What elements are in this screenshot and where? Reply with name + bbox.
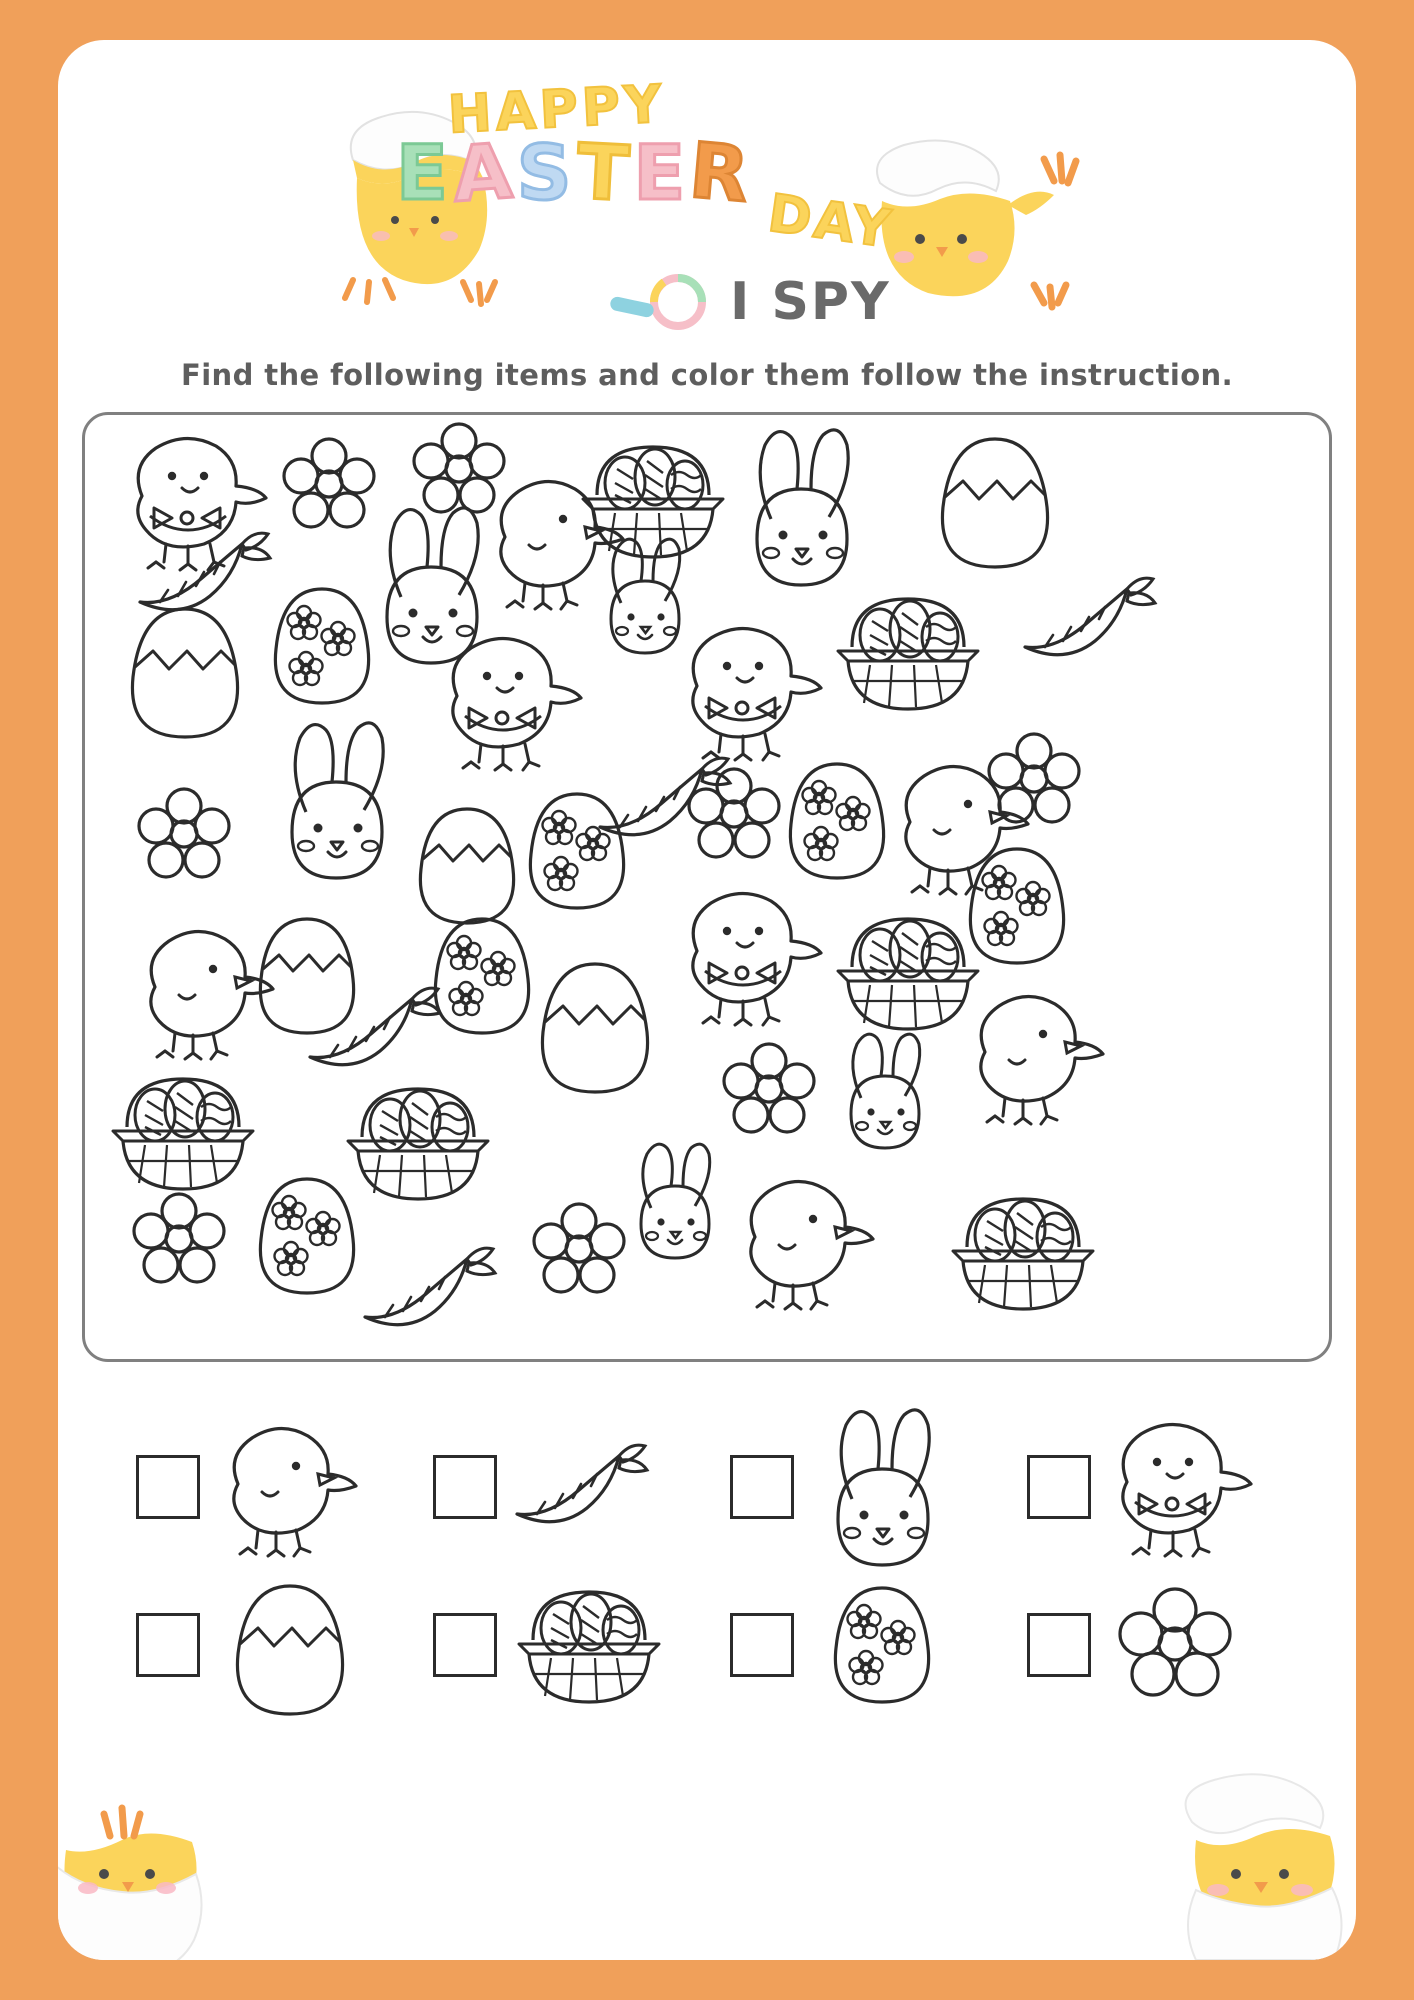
legend-item-flower[interactable] <box>1009 1570 1306 1720</box>
legend-item-bunny[interactable] <box>712 1412 1009 1562</box>
grid-item-egg <box>542 964 647 1092</box>
grid-item-carrot <box>365 1248 495 1325</box>
legend-item-carrot[interactable] <box>415 1412 712 1562</box>
legend-art-carrot <box>497 1412 712 1562</box>
checkbox-chick-with-bow[interactable] <box>1027 1455 1091 1519</box>
legend-item-chick[interactable] <box>118 1412 415 1562</box>
title-words <box>388 74 1028 270</box>
worksheet-sheet <box>58 40 1356 1960</box>
grid-item-chick <box>751 1181 873 1309</box>
i-spy-row <box>606 272 891 332</box>
grid-item-flower-egg <box>275 589 368 703</box>
grid-item-chick <box>906 766 1028 894</box>
grid-item-basket <box>583 447 723 557</box>
grid-item-chick <box>981 996 1103 1124</box>
search-art <box>85 415 1332 1362</box>
title-letter-2: A <box>449 125 520 220</box>
checkbox-carrot[interactable] <box>433 1455 497 1519</box>
legend-item-basket[interactable] <box>415 1570 712 1720</box>
grid-item-flower <box>534 1204 624 1292</box>
title-letter-3: S <box>516 128 577 217</box>
legend-area <box>118 1412 1308 1742</box>
grid-item-chick-bow <box>693 628 821 760</box>
title-letter-1: E <box>396 128 453 217</box>
grid-item-chick <box>501 481 623 609</box>
grid-item-flower <box>414 424 504 512</box>
instruction-text: Find the following items and color them follow the instruction. <box>180 358 1234 392</box>
grid-item-flower <box>139 789 229 877</box>
grid-item-chick-bow <box>693 893 821 1025</box>
title-letter-5: E <box>633 128 691 217</box>
title-letter-4: T <box>574 126 636 219</box>
title-letter-6: R <box>686 125 758 220</box>
legend-item-chick-with-bow[interactable] <box>1009 1412 1306 1562</box>
grid-item-flower-egg <box>790 764 883 878</box>
checkbox-flower[interactable] <box>1027 1613 1091 1677</box>
legend-art-chick <box>200 1412 415 1562</box>
legend-art-basket <box>497 1570 712 1720</box>
grid-item-bunny <box>387 508 478 663</box>
grid-item-chick <box>151 931 273 1059</box>
grid-item-bunny <box>757 430 848 585</box>
grid-item-flower-egg <box>435 919 528 1033</box>
grid-item-bunny <box>292 723 383 878</box>
legend-art-egg <box>200 1570 415 1720</box>
checkbox-chick[interactable] <box>136 1455 200 1519</box>
grid-item-egg <box>942 439 1047 567</box>
grid-item-carrot <box>1025 578 1155 655</box>
grid-item-egg <box>420 809 513 923</box>
grid-item-flower <box>284 439 374 527</box>
title-day: DAY <box>764 183 897 261</box>
checkbox-flower-egg[interactable] <box>730 1613 794 1677</box>
grid-item-basket <box>953 1199 1093 1309</box>
legend-art-bunny <box>794 1412 1009 1562</box>
title-area <box>58 40 1356 340</box>
grid-item-chick-bow <box>453 638 581 770</box>
i-spy-label: I SPY <box>730 272 891 332</box>
checkbox-bunny[interactable] <box>730 1455 794 1519</box>
i-spy-search-area <box>82 412 1332 1362</box>
grid-item-basket <box>838 919 978 1029</box>
grid-item-basket <box>348 1089 488 1199</box>
footer-chick-left <box>58 1770 246 1960</box>
footer-chick-right <box>1156 1770 1356 1960</box>
grid-item-flower <box>989 734 1079 822</box>
legend-item-egg[interactable] <box>118 1570 415 1720</box>
legend-art-flower-egg <box>794 1570 1009 1720</box>
legend-item-flower-egg[interactable] <box>712 1570 1009 1720</box>
legend-row-1 <box>118 1412 1308 1562</box>
grid-item-bunny-small <box>851 1034 920 1148</box>
grid-item-bunny-small <box>641 1144 710 1258</box>
title-happy: HAPPY <box>446 74 668 146</box>
grid-item-flower-egg <box>970 849 1063 963</box>
grid-item-flower-egg <box>260 1179 353 1293</box>
legend-row-2 <box>118 1570 1308 1720</box>
grid-item-carrot <box>310 988 440 1065</box>
checkbox-egg[interactable] <box>136 1613 200 1677</box>
grid-item-basket <box>838 599 978 709</box>
magnifier-icon <box>606 272 716 332</box>
legend-art-flower <box>1091 1570 1306 1720</box>
grid-item-flower <box>724 1044 814 1132</box>
legend-art-chick-with-bow <box>1091 1412 1306 1562</box>
grid-item-egg <box>132 609 237 737</box>
checkbox-basket[interactable] <box>433 1613 497 1677</box>
grid-item-flower-egg <box>530 794 623 908</box>
grid-item-basket <box>113 1079 253 1189</box>
title-easter <box>396 125 758 220</box>
grid-item-flower <box>134 1194 224 1282</box>
grid-item-egg <box>260 919 353 1033</box>
